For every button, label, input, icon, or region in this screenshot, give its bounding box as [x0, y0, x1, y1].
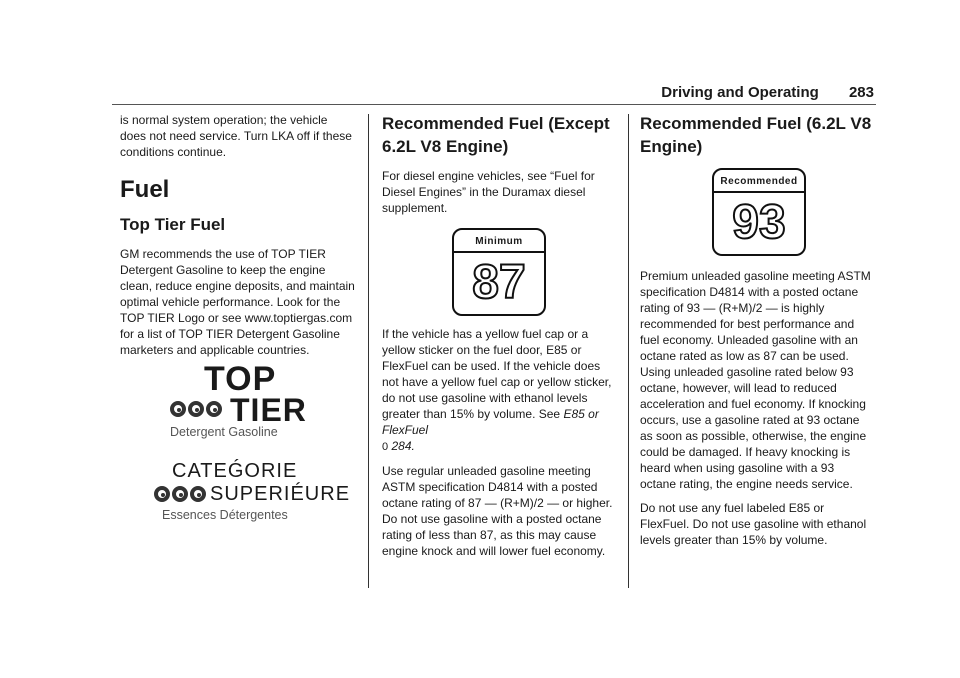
- logo-word-superieure: SUPERIÉURE: [210, 483, 351, 505]
- octane-label-recommended: [712, 168, 806, 256]
- logo-subtitle: Essences Détergentes: [162, 508, 288, 522]
- intro-paragraph: is normal system operation; the vehicle does not need service. Turn LKA off if these conditions continue.: [120, 113, 352, 159]
- xref-page-link[interactable]: 284.: [391, 439, 415, 453]
- heading-recommended-fuel-v8: Recommended Fuel (6.2L V8 Engine): [640, 114, 872, 156]
- flexfuel-paragraph: If the vehicle has a yellow fuel cap or a yellow sticker on the fuel door, E85 or FlexFuel can be used. If the vehicle does not have a yellow fuel cap or yellow sticker, do not use gasoline with ethanol levels greater than 15% by volume. See E85 or FlexFuel 0 284.: [382, 327, 612, 453]
- logo-subtitle: Detergent Gasoline: [170, 425, 278, 439]
- octane-label-title: Minimum: [475, 236, 523, 247]
- column-middle: [382, 112, 614, 567]
- octane-number: 93: [732, 196, 786, 249]
- logo-word-top: TOP: [204, 360, 277, 398]
- octane-label-title: Recommended: [720, 176, 798, 187]
- swirl-icon: [170, 401, 224, 422]
- regular-fuel-paragraph: Use regular unleaded gasoline meeting ASTM specification D4814 with a posted octane rating of 87 — (R+M)/2 — or higher. Do not use gasoline with a posted octane rating of less than 87, as this may cause engine knock and will lower fuel economy.: [382, 464, 613, 558]
- page-number: 283: [848, 84, 874, 101]
- e85-warning-paragraph: Do not use any fuel labeled E85 or FlexFuel. Do not use gasoline with ethanol levels greater than 15% by volume.: [640, 501, 867, 547]
- header-rule: [112, 104, 876, 105]
- heading-fuel: Fuel: [120, 176, 170, 203]
- section-title: Driving and Operating: [661, 84, 819, 101]
- column-left: [120, 112, 356, 366]
- heading-top-tier: Top Tier Fuel: [120, 215, 226, 234]
- heading-recommended-fuel-except: Recommended Fuel (Except 6.2L V8 Engine): [382, 114, 610, 156]
- octane-label-minimum: [452, 228, 546, 316]
- octane-number: 87: [472, 256, 526, 309]
- page-ref-arrow-icon: 0: [382, 441, 389, 453]
- logo-word-categorie: CATEǴORIE: [172, 460, 298, 482]
- column-divider: [368, 114, 369, 588]
- top-tier-paragraph: GM recommends the use of TOP TIER Detergent Gasoline to keep the engine clean, reduce engine deposits, and maintain optimal vehicle performance. Look for the TOP TIER Logo or see www.toptiergas.com for a list of TOP TIER Detergent Gasoline marketers and applicable countries.: [120, 247, 355, 357]
- logo-word-tier: TIER: [230, 392, 307, 428]
- running-header: [661, 84, 874, 101]
- diesel-note: For diesel engine vehicles, see “Fuel for Diesel Engines” in the Duramax diesel supplement.: [382, 169, 595, 215]
- premium-fuel-paragraph: Premium unleaded gasoline meeting ASTM specification D4814 with a posted octane rating of 93 — (R+M)/2 — is highly recommended for best performance and fuel economy. Unleaded gasoline with an octane rated as low as 87 can be used. Using unleaded gasoline rated below 93 octane, however, will lead to reduced acceleration and fuel economy. If knocking occurs, use a gasoline rated at 93 octane as soon as possible, otherwise, the engine could be damaged. If heavy knocking is heard when using gasoline with a 93 octane rating, the engine needs service.: [640, 269, 871, 491]
- swirl-icon: [154, 486, 208, 507]
- xref-e85-link[interactable]: E85 or FlexFuel: [382, 407, 599, 437]
- categorie-superieure-logo: [154, 460, 351, 526]
- top-tier-logo: [168, 360, 318, 439]
- column-right: [640, 112, 872, 556]
- column-divider: [628, 114, 629, 588]
